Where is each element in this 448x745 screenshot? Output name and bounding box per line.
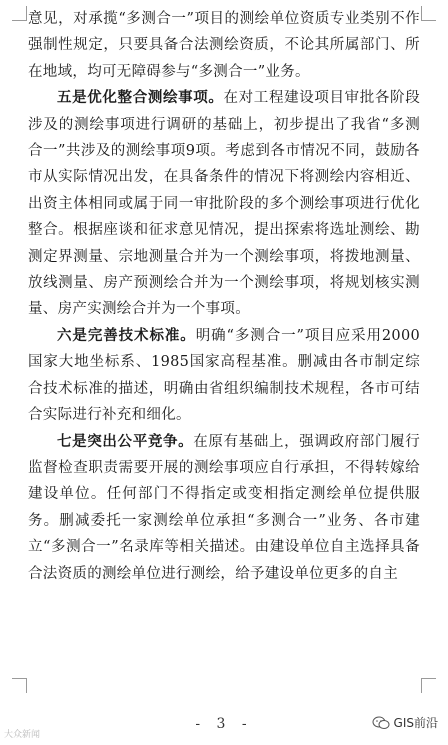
margin-corner-bottom-left: [12, 678, 27, 693]
wechat-icon: [372, 716, 390, 730]
section-heading: 五是优化整合测绘事项。: [57, 89, 224, 107]
paragraph-text: 在原有基础上，强调政府部门履行监督检查职责需要开展的测绘事项应自行承担，不得转嫁给建设单位。任何部门不得指定或变相指定测绘单位提供服务。删减委托一家测绘单位承担“多测合一”业务、各市建立“多测合一”名录库等相关描述。由建设单位自主选择具备合法资质的测绘单位进行测绘，给予建设单位更多的自主: [28, 433, 420, 582]
paragraph-text: 意见，对承揽“多测合一”项目的测绘单位资质专业类别不作强制性规定，只要具备合法测绘资质，不论其所属部门、所在地域，均可无障碍参与“多测合一”业务。: [28, 11, 420, 80]
paragraph-section-seven: [28, 429, 420, 587]
section-heading: 七是突出公平竞争。: [57, 432, 194, 450]
section-heading: 六是完善技术标准。: [57, 326, 196, 344]
margin-corner-top-right: [421, 6, 436, 21]
account-watermark: [372, 714, 438, 731]
page-number: - 3 -: [195, 716, 253, 732]
margin-corner-bottom-right: [421, 678, 436, 693]
paragraph-section-six: [28, 323, 420, 429]
margin-corner-top-left: [12, 6, 27, 21]
paragraph-continued: [28, 6, 420, 85]
account-name: GIS前沿: [393, 716, 438, 730]
paragraph-section-five: [28, 85, 420, 323]
source-watermark: 大众新闻: [4, 730, 41, 740]
paragraph-text: 明确“多测合一”项目应采用2000国家大地坐标系、1985国家高程基准。删减由各市制定综合技术标准的描述，明确由省组织编制技术规程，各市可结合实际进行补充和细化。: [28, 327, 421, 424]
paragraph-text: 在对工程建设项目审批各阶段涉及的测绘事项进行调研的基础上，初步提出了我省“多测合一”共涉及的测绘事项9项。考虑到各市情况不同，鼓励各市从实际情况出发，在具备条件的情况下将测绘内容相近、出资主体相同或属于同一审批阶段的多个测绘事项进行优化整合。根据座谈和征求意见情况，提出探索将选址测绘、勘测定界测量、宗地测量合并为一个测绘事项，将拨地测量、放线测量、房产预测绘合并为一个测绘事项，将规划核实测量、房产实测绘合并为一个事项。: [28, 90, 420, 318]
document-body: [28, 6, 420, 587]
